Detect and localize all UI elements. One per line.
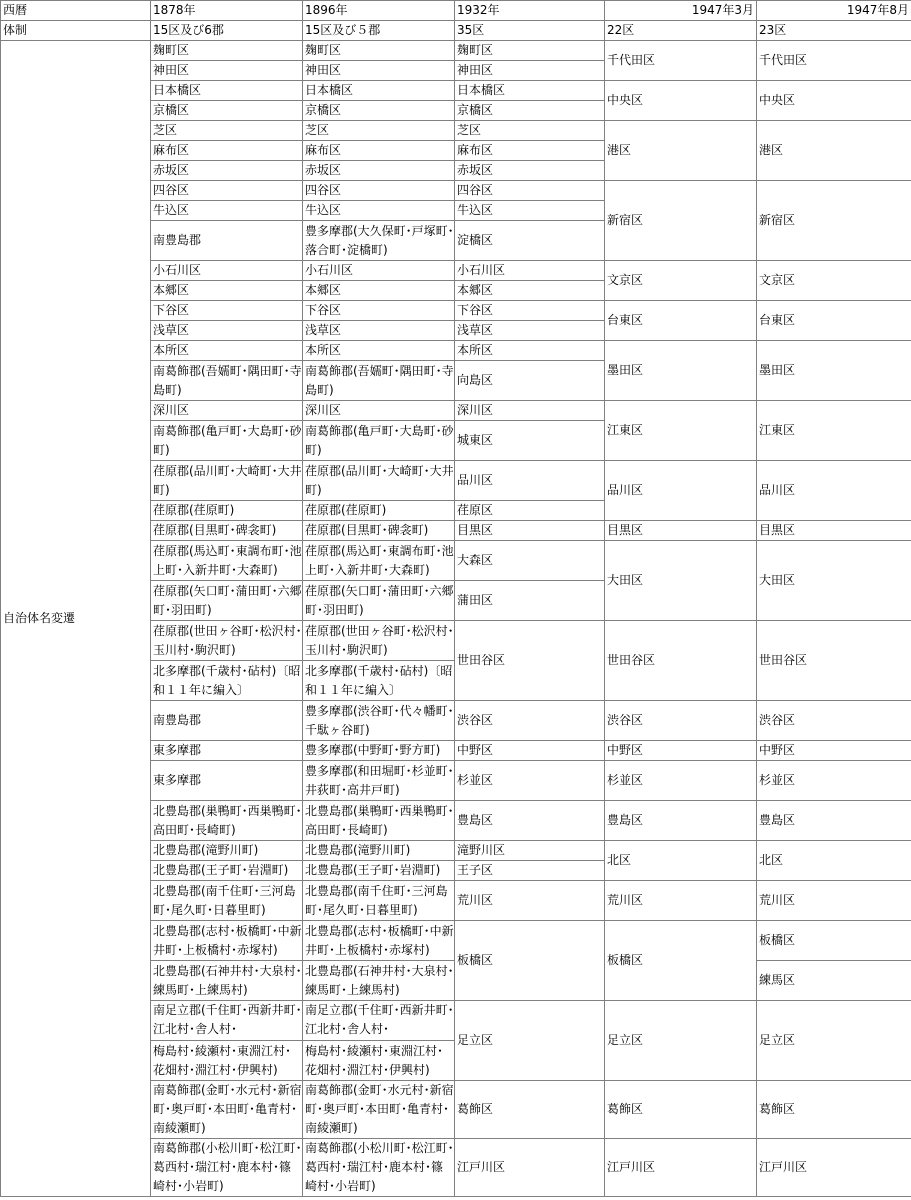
cell-1947-august: 江戸川区: [757, 1139, 911, 1197]
cell-1947-august: 荒川区: [757, 881, 911, 921]
cell-1932: 日本橋区: [455, 81, 605, 101]
cell-1947-march: 北区: [605, 841, 757, 881]
cell-1932: 牛込区: [455, 201, 605, 221]
cell-1932: 品川区: [455, 461, 605, 501]
cell-1932: 蒲田区: [455, 581, 605, 621]
cell-1896: 北豊島郡(滝野川町): [303, 841, 455, 861]
cell-1878: 北豊島郡(石神井村･大泉村･練馬町･上練馬村): [151, 961, 303, 1001]
cell-1947-august: 港区: [757, 121, 911, 181]
cell-1947-august: 台東区: [757, 301, 911, 341]
system-label: 体制: [1, 21, 151, 41]
cell-1932: 杉並区: [455, 761, 605, 801]
cell-1878: 北多摩郡(千歳村･砧村)〔昭和１１年に編入〕: [151, 661, 303, 701]
cell-1896: 深川区: [303, 401, 455, 421]
cell-1896: 北豊島郡(王子町･岩淵町): [303, 861, 455, 881]
cell-1896: 豊多摩郡(中野町･野方町): [303, 741, 455, 761]
cell-1878: 荏原郡(矢口町･蒲田町･六郷町･羽田町): [151, 581, 303, 621]
cell-1932: 城東区: [455, 421, 605, 461]
cell-1896: 荏原郡(世田ヶ谷町･松沢村･玉川村･駒沢町): [303, 621, 455, 661]
header-row: [1, 1, 911, 21]
header-1878: 1878年: [151, 1, 303, 21]
cell-1878: 北豊島郡(巣鴨町･西巣鴨町･高田町･長崎町): [151, 801, 303, 841]
cell-1878: 南葛飾郡(吾嬬町･隅田町･寺島町): [151, 361, 303, 401]
cell-1878: 神田区: [151, 61, 303, 81]
cell-1947-august: 文京区: [757, 261, 911, 301]
cell-1896: 本郷区: [303, 281, 455, 301]
cell-1932: 麻布区: [455, 141, 605, 161]
cell-1947-august: 中野区: [757, 741, 911, 761]
system-1932: 35区: [455, 21, 605, 41]
cell-1932: 本郷区: [455, 281, 605, 301]
cell-1947-march: 江戸川区: [605, 1139, 757, 1197]
cell-1947-august: 板橋区: [757, 921, 911, 961]
cell-1896: 麹町区: [303, 41, 455, 61]
cell-1932: 渋谷区: [455, 701, 605, 741]
cell-1947-march: 板橋区: [605, 921, 757, 1001]
cell-1932: 中野区: [455, 741, 605, 761]
cell-1896: 北豊島郡(志村･板橋町･中新井町･上板橋村･赤塚村): [303, 921, 455, 961]
cell-1932: 世田谷区: [455, 621, 605, 701]
cell-1896: 荏原郡(矢口町･蒲田町･六郷町･羽田町): [303, 581, 455, 621]
cell-1896: 日本橋区: [303, 81, 455, 101]
cell-1947-august: 品川区: [757, 461, 911, 521]
cell-1947-march: 目黒区: [605, 521, 757, 541]
cell-1947-august: 渋谷区: [757, 701, 911, 741]
cell-1896: 北豊島郡(南千住町･三河島町･尾久町･日暮里町): [303, 881, 455, 921]
cell-1932: 江戸川区: [455, 1139, 605, 1197]
cell-1947-august: 墨田区: [757, 341, 911, 401]
cell-1878: 小石川区: [151, 261, 303, 281]
cell-1947-march: 台東区: [605, 301, 757, 341]
cell-1932: 芝区: [455, 121, 605, 141]
cell-1932: 浅草区: [455, 321, 605, 341]
cell-1896: 南葛飾郡(金町･水元村･新宿町･奥戸町･本田町･亀青村･南綾瀬町): [303, 1081, 455, 1139]
system-row: [1, 21, 911, 41]
cell-1896: 北多摩郡(千歳村･砧村)〔昭和１１年に編入〕: [303, 661, 455, 701]
cell-1947-august: 目黒区: [757, 521, 911, 541]
system-1947-march: 22区: [605, 21, 757, 41]
cell-1896: 赤坂区: [303, 161, 455, 181]
cell-1947-march: 港区: [605, 121, 757, 181]
cell-1932: 向島区: [455, 361, 605, 401]
cell-1947-march: 品川区: [605, 461, 757, 521]
cell-1896: 本所区: [303, 341, 455, 361]
cell-1932: 下谷区: [455, 301, 605, 321]
cell-1878: 本郷区: [151, 281, 303, 301]
cell-1932: 豊島区: [455, 801, 605, 841]
cell-1947-august: 千代田区: [757, 41, 911, 81]
cell-1878: 下谷区: [151, 301, 303, 321]
cell-1947-march: 大田区: [605, 541, 757, 621]
cell-1896: 南足立郡(千住町･西新井町･江北村･舎人村･: [303, 1001, 455, 1041]
cell-1932: 麹町区: [455, 41, 605, 61]
cell-1878: 北豊島郡(志村･板橋町･中新井町･上板橋村･赤塚村): [151, 921, 303, 961]
cell-1932: 赤坂区: [455, 161, 605, 181]
cell-1932: 淀橋区: [455, 221, 605, 261]
cell-1932: 滝野川区: [455, 841, 605, 861]
header-era: 西暦: [1, 1, 151, 21]
cell-1947-march: 千代田区: [605, 41, 757, 81]
cell-1878: 東多摩郡: [151, 761, 303, 801]
table-row: [1, 41, 911, 61]
cell-1932: 四谷区: [455, 181, 605, 201]
cell-1947-march: 墨田区: [605, 341, 757, 401]
cell-1878: 麹町区: [151, 41, 303, 61]
cell-1878: 北豊島郡(王子町･岩淵町): [151, 861, 303, 881]
cell-1947-march: 足立区: [605, 1001, 757, 1081]
header-1932: 1932年: [455, 1, 605, 21]
header-1947-march: 1947年3月: [605, 1, 757, 21]
cell-1947-august: 北区: [757, 841, 911, 881]
cell-1878: 芝区: [151, 121, 303, 141]
header-1896: 1896年: [303, 1, 455, 21]
cell-1932: 荒川区: [455, 881, 605, 921]
system-1947-august: 23区: [757, 21, 911, 41]
cell-1947-august: 足立区: [757, 1001, 911, 1081]
cell-1932: 深川区: [455, 401, 605, 421]
cell-1896: 四谷区: [303, 181, 455, 201]
cell-1878: 南足立郡(千住町･西新井町･江北村･舎人村･: [151, 1001, 303, 1041]
cell-1932: 本所区: [455, 341, 605, 361]
cell-1896: 麻布区: [303, 141, 455, 161]
cell-1932: 小石川区: [455, 261, 605, 281]
cell-1932: 王子区: [455, 861, 605, 881]
cell-1878: 南葛飾郡(金町･水元村･新宿町･奥戸町･本田町･亀青村･南綾瀬町): [151, 1081, 303, 1139]
cell-1878: 本所区: [151, 341, 303, 361]
cell-1896: 南葛飾郡(亀戸町･大島町･砂町): [303, 421, 455, 461]
cell-1878: 南豊島郡: [151, 701, 303, 741]
cell-1896: 豊多摩郡(大久保町･戸塚町･落合町･淀橋町): [303, 221, 455, 261]
cell-1878: 荏原郡(目黒町･碑衾町): [151, 521, 303, 541]
cell-1947-march: 文京区: [605, 261, 757, 301]
cell-1947-august: 葛飾区: [757, 1081, 911, 1139]
cell-1878: 麻布区: [151, 141, 303, 161]
cell-1896: 小石川区: [303, 261, 455, 281]
cell-1932: 葛飾区: [455, 1081, 605, 1139]
cell-1932: 大森区: [455, 541, 605, 581]
cell-1896: 牛込区: [303, 201, 455, 221]
cell-1947-march: 新宿区: [605, 181, 757, 261]
cell-1947-august: 豊島区: [757, 801, 911, 841]
cell-1878: 北豊島郡(滝野川町): [151, 841, 303, 861]
cell-1947-march: 荒川区: [605, 881, 757, 921]
cell-1878: 深川区: [151, 401, 303, 421]
cell-1932: 神田区: [455, 61, 605, 81]
cell-1896: 梅島村･綾瀬村･東淵江村･花畑村･淵江村･伊興村): [303, 1041, 455, 1081]
cell-1896: 豊多摩郡(渋谷町･代々幡町･千駄ヶ谷町): [303, 701, 455, 741]
system-1878: 15区及び6郡: [151, 21, 303, 41]
cell-1878: 荏原郡(馬込町･東調布町･池上町･入新井町･大森町): [151, 541, 303, 581]
cell-1932: 板橋区: [455, 921, 605, 1001]
cell-1896: 南葛飾郡(小松川町･松江町･葛西村･瑞江村･鹿本村･篠崎村･小岩町): [303, 1139, 455, 1197]
cell-1878: 南葛飾郡(亀戸町･大島町･砂町): [151, 421, 303, 461]
cell-1896: 芝区: [303, 121, 455, 141]
cell-1932: 足立区: [455, 1001, 605, 1081]
cell-1947-august: 練馬区: [757, 961, 911, 1001]
cell-1947-march: 江東区: [605, 401, 757, 461]
cell-1947-march: 中野区: [605, 741, 757, 761]
cell-1947-march: 豊島区: [605, 801, 757, 841]
cell-1896: 荏原郡(馬込町･東調布町･池上町･入新井町･大森町): [303, 541, 455, 581]
cell-1878: 荏原郡(品川町･大崎町･大井町): [151, 461, 303, 501]
cell-1932: 荏原区: [455, 501, 605, 521]
cell-1878: 北豊島郡(南千住町･三河島町･尾久町･日暮里町): [151, 881, 303, 921]
cell-1878: 京橋区: [151, 101, 303, 121]
cell-1932: 京橋区: [455, 101, 605, 121]
cell-1947-august: 江東区: [757, 401, 911, 461]
cell-1947-august: 大田区: [757, 541, 911, 621]
cell-1896: 下谷区: [303, 301, 455, 321]
cell-1896: 荏原郡(荏原町): [303, 501, 455, 521]
cell-1947-august: 新宿区: [757, 181, 911, 261]
cell-1878: 梅島村･綾瀬村･東淵江村･花畑村･淵江村･伊興村): [151, 1041, 303, 1081]
cell-1896: 京橋区: [303, 101, 455, 121]
cell-1878: 赤坂区: [151, 161, 303, 181]
cell-1947-march: 葛飾区: [605, 1081, 757, 1139]
cell-1878: 荏原郡(荏原町): [151, 501, 303, 521]
cell-1878: 荏原郡(世田ヶ谷町･松沢村･玉川村･駒沢町): [151, 621, 303, 661]
cell-1878: 南葛飾郡(小松川町･松江町･葛西村･瑞江村･鹿本村･篠崎村･小岩町): [151, 1139, 303, 1197]
cell-1896: 南葛飾郡(吾嬬町･隅田町･寺島町): [303, 361, 455, 401]
cell-1878: 浅草区: [151, 321, 303, 341]
cell-1947-march: 中央区: [605, 81, 757, 121]
cell-1947-march: 世田谷区: [605, 621, 757, 701]
cell-1878: 日本橋区: [151, 81, 303, 101]
cell-1947-march: 渋谷区: [605, 701, 757, 741]
cell-1878: 南豊島郡: [151, 221, 303, 261]
cell-1947-march: 杉並区: [605, 761, 757, 801]
cell-1896: 北豊島郡(石神井村･大泉村･練馬町･上練馬村): [303, 961, 455, 1001]
side-label: 自治体名変遷: [1, 41, 151, 1197]
cell-1947-august: 中央区: [757, 81, 911, 121]
header-1947-august: 1947年8月: [757, 1, 911, 21]
cell-1947-august: 杉並区: [757, 761, 911, 801]
cell-1878: 牛込区: [151, 201, 303, 221]
cell-1896: 神田区: [303, 61, 455, 81]
cell-1896: 浅草区: [303, 321, 455, 341]
cell-1932: 目黒区: [455, 521, 605, 541]
cell-1896: 北豊島郡(巣鴨町･西巣鴨町･高田町･長崎町): [303, 801, 455, 841]
cell-1896: 豊多摩郡(和田堀町･杉並町･井荻町･高井戸町): [303, 761, 455, 801]
cell-1896: 荏原郡(目黒町･碑衾町): [303, 521, 455, 541]
system-1896: 15区及び５郡: [303, 21, 455, 41]
cell-1878: 東多摩郡: [151, 741, 303, 761]
cell-1947-august: 世田谷区: [757, 621, 911, 701]
cell-1878: 四谷区: [151, 181, 303, 201]
cell-1896: 荏原郡(品川町･大崎町･大井町): [303, 461, 455, 501]
